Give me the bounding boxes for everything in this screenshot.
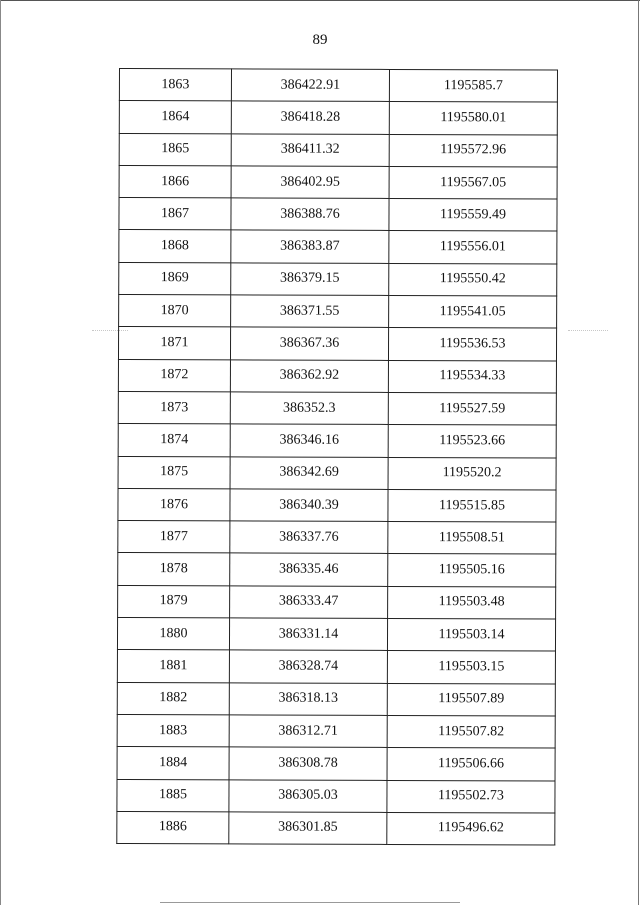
coordinate-table-body: [117, 69, 558, 846]
table-row: [117, 714, 555, 748]
x-coordinate-cell: 386301.85: [229, 812, 387, 845]
page-number: 89: [312, 32, 328, 48]
y-coordinate-cell: 1195496.62: [387, 812, 555, 845]
y-coordinate-cell: 1195585.7: [389, 69, 557, 102]
table-row: [117, 682, 555, 716]
point-number-cell: 1879: [118, 585, 230, 618]
point-number-cell: 1878: [118, 553, 230, 586]
table-row: [119, 165, 557, 199]
y-coordinate-cell: 1195503.15: [387, 651, 555, 684]
point-number-cell: 1883: [117, 714, 229, 747]
x-coordinate-cell: 386379.15: [231, 263, 389, 296]
point-number-cell: 1871: [118, 327, 230, 360]
point-number-cell: 1877: [118, 521, 230, 554]
x-coordinate-cell: 386331.14: [229, 618, 387, 651]
x-coordinate-cell: 386352.3: [230, 392, 388, 425]
x-coordinate-cell: 386346.16: [230, 424, 388, 457]
point-number-cell: 1876: [118, 488, 230, 521]
y-coordinate-cell: 1195550.42: [389, 263, 557, 296]
table-row: [119, 198, 557, 232]
y-coordinate-cell: 1195534.33: [388, 360, 556, 393]
x-coordinate-cell: 386328.74: [229, 650, 387, 683]
point-number-cell: 1866: [119, 165, 231, 198]
y-coordinate-cell: 1195520.2: [388, 457, 556, 490]
table-row: [119, 101, 557, 135]
x-coordinate-cell: 386383.87: [231, 230, 389, 263]
x-coordinate-cell: 386402.95: [231, 166, 389, 199]
y-coordinate-cell: 1195507.82: [387, 715, 555, 748]
y-coordinate-cell: 1195523.66: [388, 425, 556, 458]
x-coordinate-cell: 386335.46: [230, 553, 388, 586]
point-number-cell: 1870: [119, 295, 231, 328]
y-coordinate-cell: 1195503.14: [387, 618, 555, 651]
y-coordinate-cell: 1195527.59: [388, 392, 556, 425]
x-coordinate-cell: 386312.71: [229, 715, 387, 748]
table-row: [118, 553, 556, 587]
y-coordinate-cell: 1195567.05: [389, 166, 557, 199]
x-coordinate-cell: 386411.32: [231, 133, 389, 166]
point-number-cell: 1881: [117, 650, 229, 683]
x-coordinate-cell: 386308.78: [229, 747, 387, 780]
x-coordinate-cell: 386337.76: [230, 521, 388, 554]
x-coordinate-cell: 386388.76: [231, 198, 389, 231]
point-number-cell: 1865: [119, 133, 231, 166]
y-coordinate-cell: 1195505.16: [388, 554, 556, 587]
point-number-cell: 1864: [119, 101, 231, 134]
page-edge-left: [0, 0, 1, 905]
x-coordinate-cell: 386362.92: [230, 360, 388, 393]
point-number-cell: 1867: [119, 198, 231, 231]
point-number-cell: 1880: [117, 618, 229, 651]
coordinate-table: [116, 68, 558, 846]
x-coordinate-cell: 386333.47: [230, 586, 388, 619]
table-row: [118, 488, 556, 522]
y-coordinate-cell: 1195536.53: [388, 328, 556, 361]
y-coordinate-cell: 1195572.96: [389, 134, 557, 167]
y-coordinate-cell: 1195506.66: [387, 748, 555, 781]
point-number-cell: 1874: [118, 424, 230, 457]
point-number-cell: 1868: [119, 230, 231, 263]
y-coordinate-cell: 1195559.49: [389, 199, 557, 232]
table-row: [118, 359, 556, 393]
point-number-cell: 1869: [119, 262, 231, 295]
x-coordinate-cell: 386422.91: [231, 69, 389, 102]
page-edge-right: [638, 0, 639, 905]
point-number-cell: 1884: [117, 747, 229, 780]
table-row: [119, 230, 557, 264]
point-number-cell: 1886: [117, 811, 229, 844]
y-coordinate-cell: 1195508.51: [388, 522, 556, 555]
table-row: [117, 618, 555, 652]
table-row: [118, 585, 556, 619]
table-row: [118, 521, 556, 555]
x-coordinate-cell: 386318.13: [229, 683, 387, 716]
table-row: [118, 327, 556, 361]
point-number-cell: 1875: [118, 456, 230, 489]
y-coordinate-cell: 1195503.48: [388, 586, 556, 619]
point-number-cell: 1872: [118, 359, 230, 392]
x-coordinate-cell: 386371.55: [231, 295, 389, 328]
table-row: [118, 424, 556, 458]
point-number-cell: 1873: [118, 391, 230, 424]
table-row: [117, 779, 555, 813]
page-edge-bottom: [160, 902, 460, 903]
table-row: [117, 747, 555, 781]
table-row: [119, 69, 557, 103]
table-row: [117, 650, 555, 684]
point-number-cell: 1863: [119, 69, 231, 102]
y-coordinate-cell: 1195580.01: [389, 102, 557, 135]
table-row: [118, 456, 556, 490]
y-coordinate-cell: 1195515.85: [388, 489, 556, 522]
table-row: [117, 811, 555, 845]
table-row: [119, 133, 557, 167]
table-row: [119, 262, 557, 296]
page-edge-top: [0, 0, 640, 1]
scan-artifact-right: [568, 330, 608, 332]
table-row: [118, 391, 556, 425]
point-number-cell: 1882: [117, 682, 229, 715]
x-coordinate-cell: 386305.03: [229, 779, 387, 812]
y-coordinate-cell: 1195556.01: [389, 231, 557, 264]
y-coordinate-cell: 1195507.89: [387, 683, 555, 716]
y-coordinate-cell: 1195541.05: [389, 296, 557, 329]
y-coordinate-cell: 1195502.73: [387, 780, 555, 813]
x-coordinate-cell: 386367.36: [230, 327, 388, 360]
x-coordinate-cell: 386418.28: [231, 101, 389, 134]
x-coordinate-cell: 386342.69: [230, 456, 388, 489]
point-number-cell: 1885: [117, 779, 229, 812]
table-row: [119, 295, 557, 329]
x-coordinate-cell: 386340.39: [230, 489, 388, 522]
